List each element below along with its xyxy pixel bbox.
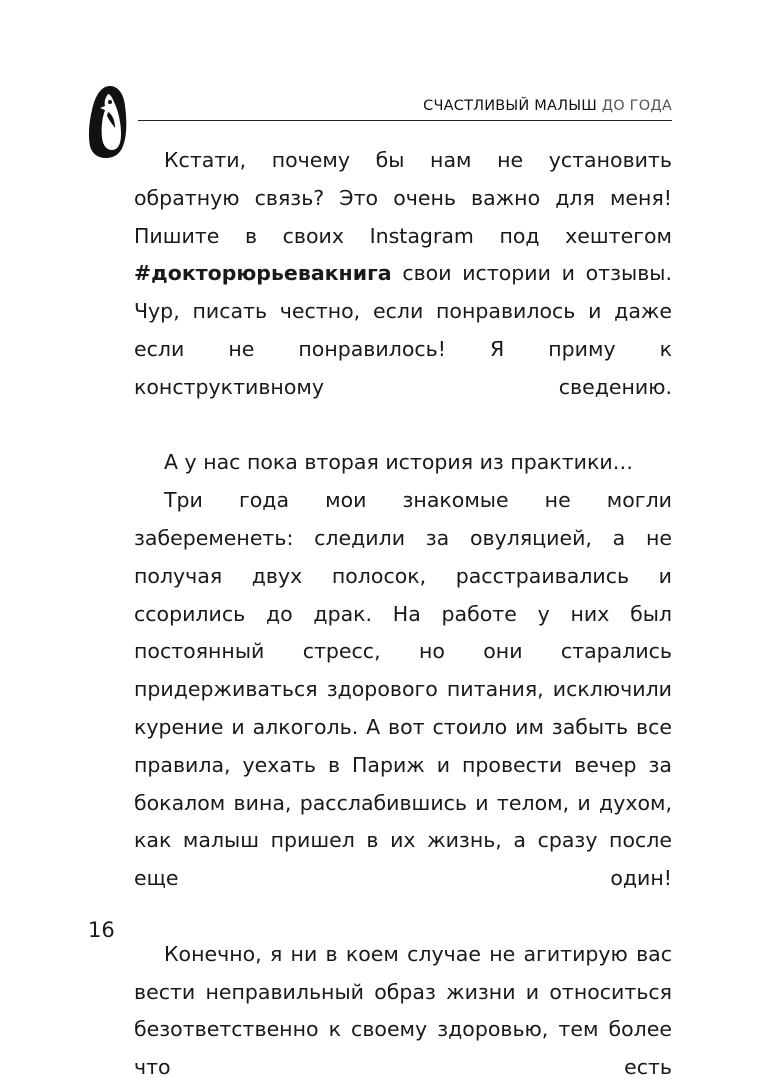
paragraph-1-after: свои истории и отзывы. Чур, писать честно, если понравилось и даже если не понравилось! Я приму к конструктивному сведению. bbox=[134, 261, 672, 399]
header-title-main: СЧАСТЛИВЫЙ МАЛЫШ bbox=[423, 98, 597, 114]
hashtag: #докторюрьевакнига bbox=[134, 261, 392, 286]
header-title-tail: ДО ГОДА bbox=[596, 98, 672, 114]
paragraph-2: А у нас пока вторая история из практики… bbox=[164, 450, 634, 475]
paragraph-1 bbox=[134, 142, 672, 407]
running-header bbox=[138, 96, 672, 116]
paragraph-gap bbox=[134, 407, 672, 445]
page-number: 16 bbox=[88, 918, 115, 942]
penguin-logo-icon bbox=[88, 84, 128, 160]
paragraph-4: Конечно, я ни в коем случае не агитирую вас вести неправильный образ жизни и относиться безответственно к своему здоровью, тем более что есть bbox=[134, 941, 672, 1080]
paragraph-3: Три года мои знакомые не могли забеременеть: следили за овуляцией, а не получая двух полосок, расстраивались и ссорились до драк. На работе у них был постоянный стресс, но они старались придерживаться здорового питания, исключили курение и алкоголь. А вот стоило им забыть все правила, уехать в Париж и провести вечер за бокалом вина, расслабившись и телом, и духом, как малыш пришел в их жизнь, а сразу после еще один! bbox=[134, 488, 672, 891]
header-divider bbox=[138, 120, 672, 121]
paragraph-gap bbox=[134, 898, 672, 936]
paragraph-1-before: Кстати, почему бы нам не установить обратную связь? Это очень важно для меня! Пишите в своих Instagram под хештегом bbox=[134, 148, 672, 248]
body-text bbox=[134, 142, 672, 1087]
